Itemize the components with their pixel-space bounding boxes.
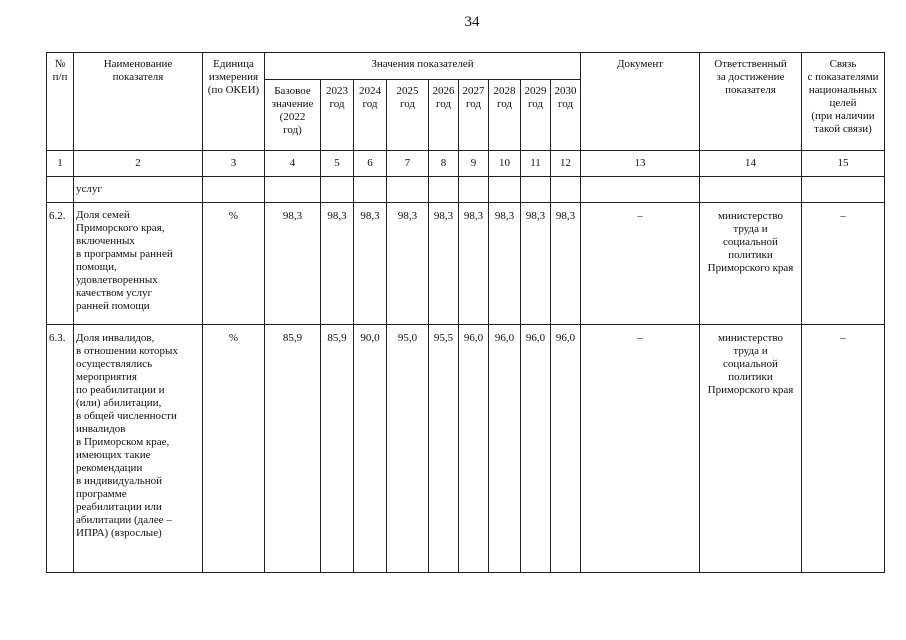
table-cell — [459, 177, 489, 203]
year-value: 98,3 — [429, 203, 459, 325]
header-year: 2026 год — [429, 80, 459, 151]
row-code: 6.2. — [47, 203, 74, 325]
year-value: 98,3 — [489, 203, 521, 325]
year-value: 98,3 — [321, 203, 354, 325]
year-value: 98,3 — [387, 203, 429, 325]
year-value: 96,0 — [489, 325, 521, 573]
header-year: 2025 год — [387, 80, 429, 151]
column-number: 12 — [551, 151, 581, 177]
table-cell — [551, 177, 581, 203]
table-cell — [321, 177, 354, 203]
year-value: 98,3 — [521, 203, 551, 325]
year-value: 96,0 — [459, 325, 489, 573]
column-number: 10 — [489, 151, 521, 177]
column-number: 2 — [74, 151, 203, 177]
column-number: 6 — [354, 151, 387, 177]
year-value: 95,5 — [429, 325, 459, 573]
header-year: 2023 год — [321, 80, 354, 151]
header-document: Документ — [581, 53, 700, 151]
table-cell — [700, 177, 802, 203]
table-row — [47, 203, 885, 325]
table-cell — [203, 177, 265, 203]
table-cell — [521, 177, 551, 203]
header-year: 2029 год — [521, 80, 551, 151]
header-num: № п/п — [47, 53, 74, 151]
column-number-row — [47, 151, 885, 177]
indicator-name: Доля семей Приморского края, включенных в программы ранней помощи, удовлетворенных качеством услуг ранней помощи — [74, 203, 203, 325]
year-value: 96,0 — [521, 325, 551, 573]
column-number: 4 — [265, 151, 321, 177]
header-link: Связь с показателями национальных целей (при наличии такой связи) — [802, 53, 885, 151]
table-cell — [802, 177, 885, 203]
header-base: Базовое значение (2022 год) — [265, 80, 321, 151]
row-code: 6.3. — [47, 325, 74, 573]
document-cell: – — [581, 203, 700, 325]
column-number: 3 — [203, 151, 265, 177]
column-number: 5 — [321, 151, 354, 177]
header-year: 2027 год — [459, 80, 489, 151]
column-number: 7 — [387, 151, 429, 177]
year-value: 98,3 — [459, 203, 489, 325]
header-year: 2030 год — [551, 80, 581, 151]
document-cell: – — [581, 325, 700, 573]
column-number: 1 — [47, 151, 74, 177]
year-value: 90,0 — [354, 325, 387, 573]
year-value: 98,3 — [551, 203, 581, 325]
table-cell — [354, 177, 387, 203]
header-responsible: Ответственный за достижение показателя — [700, 53, 802, 151]
header-name: Наименование показателя — [74, 53, 203, 151]
header-unit: Единица измерения (по ОКЕИ) — [203, 53, 265, 151]
continuation-text: услуг — [74, 177, 203, 203]
indicators-table — [46, 52, 885, 573]
year-value: 98,3 — [354, 203, 387, 325]
header-year: 2024 год — [354, 80, 387, 151]
table-cell — [387, 177, 429, 203]
unit-cell: % — [203, 325, 265, 573]
responsible-cell: министерство труда и социальной политики Приморского края — [700, 325, 802, 573]
table-cell — [489, 177, 521, 203]
table-cell — [47, 177, 74, 203]
column-number: 15 — [802, 151, 885, 177]
unit-cell: % — [203, 203, 265, 325]
year-value: 95,0 — [387, 325, 429, 573]
year-value: 96,0 — [551, 325, 581, 573]
link-cell: – — [802, 203, 885, 325]
column-number: 14 — [700, 151, 802, 177]
base-value: 85,9 — [265, 325, 321, 573]
column-number: 9 — [459, 151, 489, 177]
table-cell — [265, 177, 321, 203]
responsible-cell: министерство труда и социальной политики Приморского края — [700, 203, 802, 325]
column-number: 8 — [429, 151, 459, 177]
table-row — [47, 325, 885, 573]
table-cell — [429, 177, 459, 203]
indicator-name: Доля инвалидов, в отношении которых осуществлялись мероприятия по реабилитации и (или) абилитации, в общей численности инвалидов в Приморском крае, имеющих такие рекомендации в индивидуальной программе реабилитации или абилитации (далее – ИПРА) (взрослые) — [74, 325, 203, 573]
header-values-group: Значения показателей — [265, 53, 581, 80]
link-cell: – — [802, 325, 885, 573]
page-number: 34 — [464, 14, 480, 30]
column-number: 11 — [521, 151, 551, 177]
base-value: 98,3 — [265, 203, 321, 325]
header-year: 2028 год — [489, 80, 521, 151]
table-cell — [581, 177, 700, 203]
year-value: 85,9 — [321, 325, 354, 573]
column-number: 13 — [581, 151, 700, 177]
continuation-row — [47, 177, 885, 203]
header-row — [47, 53, 885, 80]
